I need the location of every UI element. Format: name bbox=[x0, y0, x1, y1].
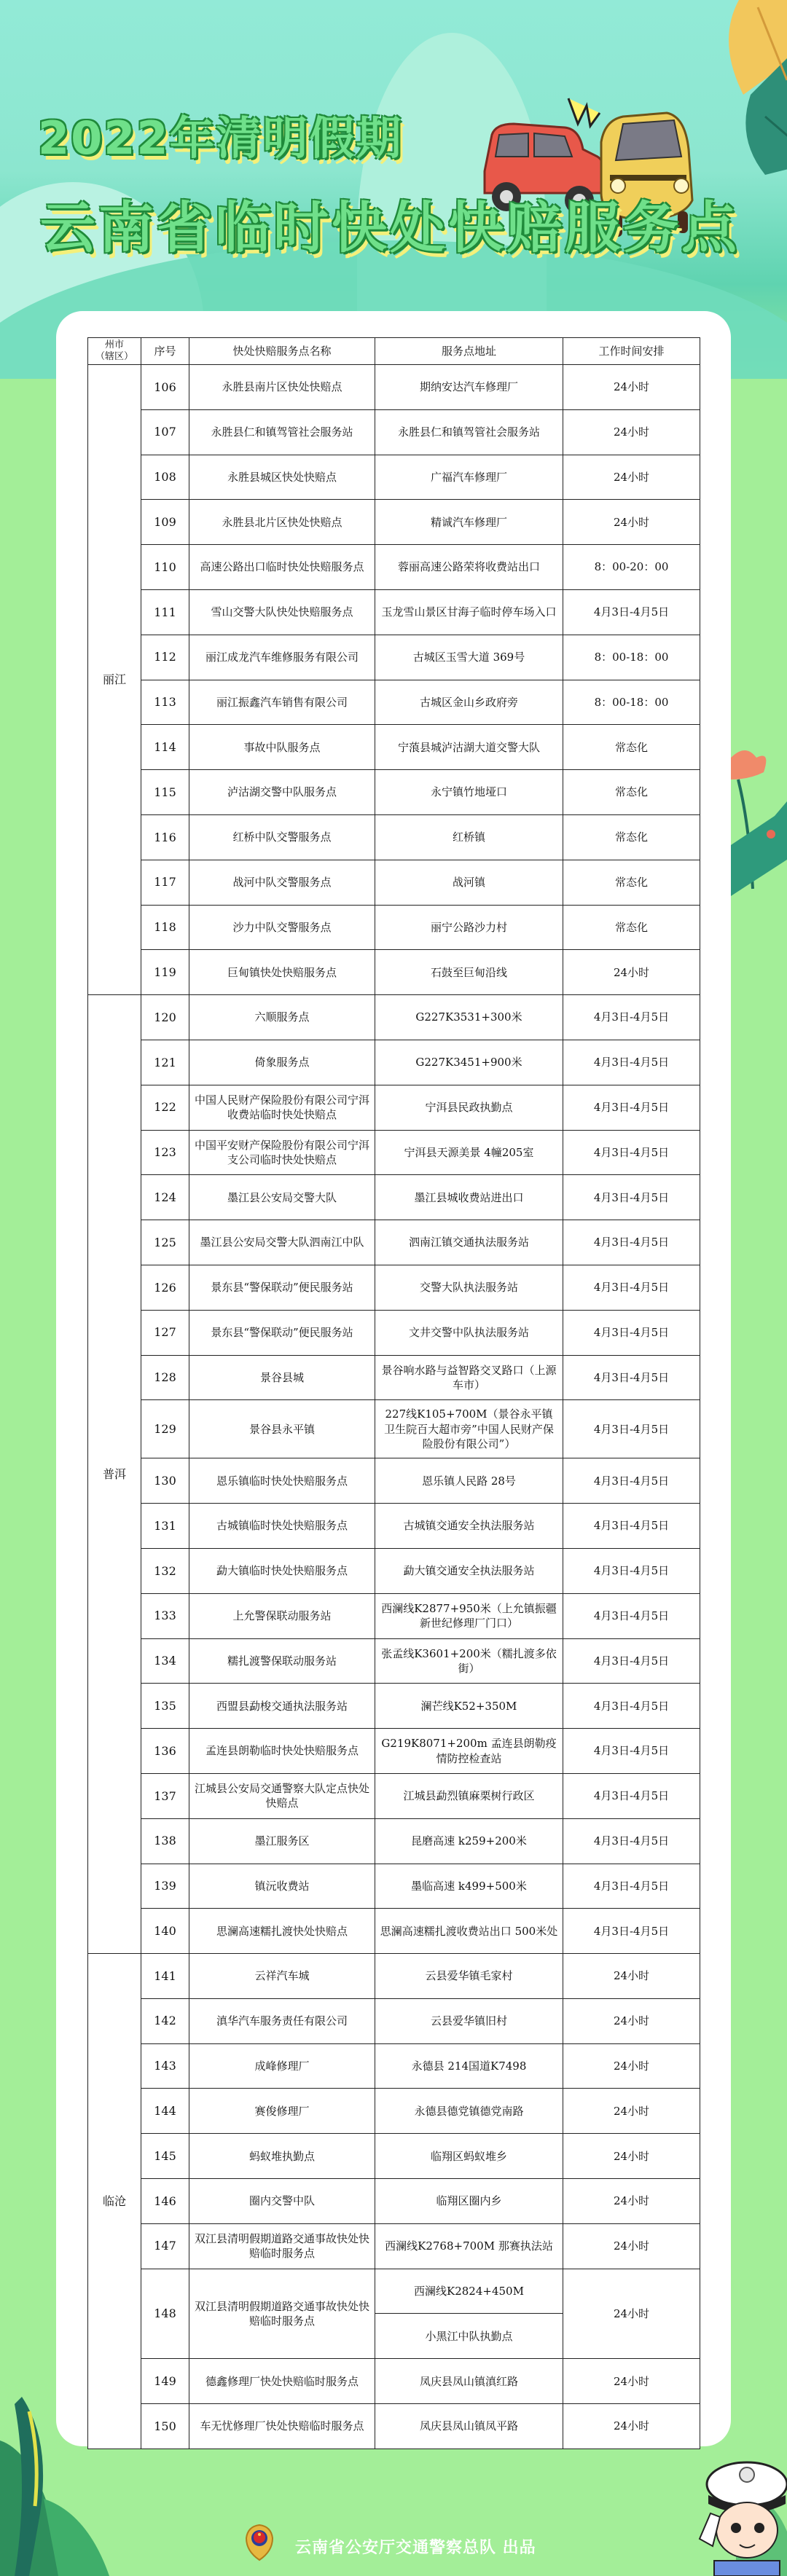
column-header-address: 服务点地址 bbox=[375, 338, 563, 365]
address-cell: 临翔区圈内乡 bbox=[375, 2179, 563, 2224]
seq-cell: 117 bbox=[141, 860, 189, 905]
seq-cell: 118 bbox=[141, 905, 189, 950]
table-row bbox=[88, 1548, 700, 1593]
address-cell: 古城区玉雪大道 369号 bbox=[375, 635, 563, 680]
address-cell: 思澜高速糯扎渡收费站出口 500米处 bbox=[375, 1909, 563, 1954]
address-cell: 红桥镇 bbox=[375, 814, 563, 860]
table-row bbox=[88, 1220, 700, 1265]
hours-cell: 24小时 bbox=[563, 365, 700, 410]
address-cell: 玉龙雪山景区甘海子临时停车场入口 bbox=[375, 589, 563, 635]
address-cell: 丽宁公路沙力村 bbox=[375, 905, 563, 950]
seq-cell: 128 bbox=[141, 1355, 189, 1400]
seq-cell: 130 bbox=[141, 1458, 189, 1504]
address-cell: 期纳安达汽车修理厂 bbox=[375, 365, 563, 410]
seq-cell: 124 bbox=[141, 1175, 189, 1220]
seq-cell: 133 bbox=[141, 1593, 189, 1638]
name-cell: 墨江县公安局交警大队 bbox=[189, 1175, 375, 1220]
hours-cell: 24小时 bbox=[563, 2179, 700, 2224]
hours-cell: 24小时 bbox=[563, 2269, 700, 2359]
seq-cell: 110 bbox=[141, 545, 189, 590]
column-header-hours: 工作时间安排 bbox=[563, 338, 700, 365]
hours-cell: 24小时 bbox=[563, 950, 700, 995]
hours-cell: 4月3日-4月5日 bbox=[563, 1085, 700, 1130]
address-cell: 昆磨高速 k259+200米 bbox=[375, 1818, 563, 1864]
table-row bbox=[88, 995, 700, 1040]
hours-cell: 4月3日-4月5日 bbox=[563, 1040, 700, 1085]
name-cell: 永胜县城区快处快赔点 bbox=[189, 455, 375, 500]
address-cell: 西澜线K2824+450M bbox=[375, 2269, 563, 2314]
address-cell: 西澜线K2877+950米（上允镇振疆新世纪修理厂门口） bbox=[375, 1593, 563, 1638]
name-cell: 沙力中队交警服务点 bbox=[189, 905, 375, 950]
address-cell: 永胜县仁和镇驾管社会服务站 bbox=[375, 409, 563, 455]
hours-cell: 4月3日-4月5日 bbox=[563, 1265, 700, 1310]
hours-cell: 4月3日-4月5日 bbox=[563, 1684, 700, 1729]
table-row bbox=[88, 725, 700, 770]
table-row bbox=[88, 455, 700, 500]
address-cell: 蓉丽高速公路荣将收费站出口 bbox=[375, 545, 563, 590]
table-row bbox=[88, 1998, 700, 2043]
police-mascot-icon bbox=[670, 2444, 787, 2576]
table-row bbox=[88, 1504, 700, 1549]
seq-cell: 108 bbox=[141, 455, 189, 500]
table-row bbox=[88, 2043, 700, 2089]
name-cell: 高速公路出口临时快处快赔服务点 bbox=[189, 545, 375, 590]
name-cell: 糯扎渡警保联动服务站 bbox=[189, 1638, 375, 1684]
service-points-table bbox=[87, 337, 700, 2449]
name-cell: 巨甸镇快处快赔服务点 bbox=[189, 950, 375, 995]
seq-cell: 140 bbox=[141, 1909, 189, 1954]
seq-cell: 121 bbox=[141, 1040, 189, 1085]
seq-cell: 125 bbox=[141, 1220, 189, 1265]
hours-cell: 4月3日-4月5日 bbox=[563, 1130, 700, 1175]
name-cell: 中国人民财产保险股份有限公司宁洱收费站临时快处快赔点 bbox=[189, 1085, 375, 1130]
seq-cell: 146 bbox=[141, 2179, 189, 2224]
hours-cell: 4月3日-4月5日 bbox=[563, 995, 700, 1040]
table-row bbox=[88, 1458, 700, 1504]
table-row bbox=[88, 1130, 700, 1175]
name-cell: 赛俊修理厂 bbox=[189, 2089, 375, 2134]
address-cell: 石鼓至巨甸沿线 bbox=[375, 950, 563, 995]
name-cell: 永胜县南片区快处快赔点 bbox=[189, 365, 375, 410]
address-cell: 宁蒗县城泸沽湖大道交警大队 bbox=[375, 725, 563, 770]
name-cell: 双江县清明假期道路交通事故快处快赔临时服务点 bbox=[189, 2223, 375, 2269]
table-row bbox=[88, 1638, 700, 1684]
seq-cell: 114 bbox=[141, 725, 189, 770]
table-row bbox=[88, 1954, 700, 1999]
table-row bbox=[88, 1265, 700, 1310]
seq-cell: 132 bbox=[141, 1548, 189, 1593]
hours-cell: 常态化 bbox=[563, 814, 700, 860]
address-cell: 小黑江中队执勤点 bbox=[375, 2314, 563, 2359]
seq-cell: 150 bbox=[141, 2404, 189, 2449]
address-cell: 江城县勐烈镇麻栗树行政区 bbox=[375, 1773, 563, 1818]
seq-cell: 136 bbox=[141, 1729, 189, 1774]
table-row bbox=[88, 409, 700, 455]
hours-cell: 4月3日-4月5日 bbox=[563, 1220, 700, 1265]
table-row bbox=[88, 545, 700, 590]
address-cell: 文井交警中队执法服务站 bbox=[375, 1310, 563, 1355]
hours-cell: 24小时 bbox=[563, 2134, 700, 2179]
hours-cell: 8：00-20：00 bbox=[563, 545, 700, 590]
hours-cell: 24小时 bbox=[563, 2089, 700, 2134]
seq-cell: 135 bbox=[141, 1684, 189, 1729]
title-line-2: 云南省临时快处快赔服务点 bbox=[40, 195, 740, 260]
address-cell: 古城镇交通安全执法服务站 bbox=[375, 1504, 563, 1549]
seq-cell: 119 bbox=[141, 950, 189, 995]
table-row bbox=[88, 680, 700, 725]
table-row bbox=[88, 1684, 700, 1729]
address-cell: G227K3531+300米 bbox=[375, 995, 563, 1040]
hours-cell: 常态化 bbox=[563, 905, 700, 950]
name-cell: 江城县公安局交通警察大队定点快处快赔点 bbox=[189, 1773, 375, 1818]
table-row bbox=[88, 589, 700, 635]
address-cell: 永宁镇竹地垭口 bbox=[375, 770, 563, 815]
region-cell: 丽江 bbox=[88, 365, 141, 995]
hours-cell: 24小时 bbox=[563, 1954, 700, 1999]
address-cell: 宁洱县天源美景 4幢205室 bbox=[375, 1130, 563, 1175]
table-row bbox=[88, 1773, 700, 1818]
seq-cell: 142 bbox=[141, 1998, 189, 2043]
name-cell: 中国平安财产保险股份有限公司宁洱支公司临时快处快赔点 bbox=[189, 1130, 375, 1175]
name-cell: 思澜高速糯扎渡快处快赔点 bbox=[189, 1909, 375, 1954]
name-cell: 六顺服务点 bbox=[189, 995, 375, 1040]
hours-cell: 8：00-18：00 bbox=[563, 680, 700, 725]
name-cell: 滇华汽车服务责任有限公司 bbox=[189, 1998, 375, 2043]
seq-cell: 148 bbox=[141, 2269, 189, 2359]
address-cell: 泗南江镇交通执法服务站 bbox=[375, 1220, 563, 1265]
column-header-seq: 序号 bbox=[141, 338, 189, 365]
hours-cell: 24小时 bbox=[563, 2404, 700, 2449]
name-cell: 镇沅收费站 bbox=[189, 1864, 375, 1909]
seq-cell: 145 bbox=[141, 2134, 189, 2179]
region-cell: 普洱 bbox=[88, 995, 141, 1954]
table-row bbox=[88, 860, 700, 905]
name-cell: 成峰修理厂 bbox=[189, 2043, 375, 2089]
table-row bbox=[88, 1593, 700, 1638]
hours-cell: 4月3日-4月5日 bbox=[563, 1818, 700, 1864]
seq-cell: 112 bbox=[141, 635, 189, 680]
address-cell: G227K3451+900米 bbox=[375, 1040, 563, 1085]
name-cell: 孟连县朗勒临时快处快赔服务点 bbox=[189, 1729, 375, 1774]
hours-cell: 24小时 bbox=[563, 500, 700, 545]
name-cell: 圈内交警中队 bbox=[189, 2179, 375, 2224]
table-row bbox=[88, 1400, 700, 1458]
seq-cell: 115 bbox=[141, 770, 189, 815]
address-cell: 勐大镇交通安全执法服务站 bbox=[375, 1548, 563, 1593]
address-cell: 临翔区蚂蚁堆乡 bbox=[375, 2134, 563, 2179]
hours-cell: 4月3日-4月5日 bbox=[563, 1593, 700, 1638]
address-cell: 永德县德党镇德党南路 bbox=[375, 2089, 563, 2134]
hours-cell: 4月3日-4月5日 bbox=[563, 1773, 700, 1818]
table-header-row bbox=[88, 338, 700, 365]
name-cell: 上允警保联动服务站 bbox=[189, 1593, 375, 1638]
hours-cell: 4月3日-4月5日 bbox=[563, 1175, 700, 1220]
table-row bbox=[88, 2179, 700, 2224]
address-cell: 恩乐镇人民路 28号 bbox=[375, 1458, 563, 1504]
column-header-name: 快处快赔服务点名称 bbox=[189, 338, 375, 365]
table-row bbox=[88, 2359, 700, 2404]
address-cell: 交警大队执法服务站 bbox=[375, 1265, 563, 1310]
address-cell: 张孟线K3601+200米（糯扎渡多依街） bbox=[375, 1638, 563, 1684]
table-row bbox=[88, 1355, 700, 1400]
hours-cell: 4月3日-4月5日 bbox=[563, 589, 700, 635]
hours-cell: 常态化 bbox=[563, 860, 700, 905]
hours-cell: 4月3日-4月5日 bbox=[563, 1504, 700, 1549]
hours-cell: 4月3日-4月5日 bbox=[563, 1909, 700, 1954]
hours-cell: 24小时 bbox=[563, 2043, 700, 2089]
name-cell: 永胜县仁和镇驾管社会服务站 bbox=[189, 409, 375, 455]
hours-cell: 24小时 bbox=[563, 2223, 700, 2269]
name-cell: 西盟县勐梭交通执法服务站 bbox=[189, 1684, 375, 1729]
address-cell: 云县爱华镇毛家村 bbox=[375, 1954, 563, 1999]
hours-cell: 4月3日-4月5日 bbox=[563, 1864, 700, 1909]
hours-cell: 4月3日-4月5日 bbox=[563, 1310, 700, 1355]
name-cell: 倚象服务点 bbox=[189, 1040, 375, 1085]
name-cell: 勐大镇临时快处快赔服务点 bbox=[189, 1548, 375, 1593]
column-header-region: 州市 （辖区） bbox=[88, 338, 141, 365]
name-cell: 景东县“警保联动”便民服务站 bbox=[189, 1265, 375, 1310]
table-row bbox=[88, 2269, 700, 2314]
seq-cell: 144 bbox=[141, 2089, 189, 2134]
table-row bbox=[88, 1085, 700, 1130]
name-cell: 永胜县北片区快处快赔点 bbox=[189, 500, 375, 545]
seq-cell: 149 bbox=[141, 2359, 189, 2404]
table-row bbox=[88, 814, 700, 860]
table-row bbox=[88, 365, 700, 410]
table-row bbox=[88, 1864, 700, 1909]
hours-cell: 4月3日-4月5日 bbox=[563, 1548, 700, 1593]
name-cell: 红桥中队交警服务点 bbox=[189, 814, 375, 860]
seq-cell: 107 bbox=[141, 409, 189, 455]
hours-cell: 24小时 bbox=[563, 409, 700, 455]
name-cell: 丽江成龙汽车维修服务有限公司 bbox=[189, 635, 375, 680]
address-cell: 澜芒线K52+350M bbox=[375, 1684, 563, 1729]
table-row bbox=[88, 950, 700, 995]
name-cell: 事故中队服务点 bbox=[189, 725, 375, 770]
address-cell: 凤庆县凤山镇凤平路 bbox=[375, 2404, 563, 2449]
name-cell: 雪山交警大队快处快赔服务点 bbox=[189, 589, 375, 635]
seq-cell: 122 bbox=[141, 1085, 189, 1130]
address-cell: 墨江县城收费站进出口 bbox=[375, 1175, 563, 1220]
name-cell: 车无忧修理厂快处快赔临时服务点 bbox=[189, 2404, 375, 2449]
hours-cell: 4月3日-4月5日 bbox=[563, 1458, 700, 1504]
table-row bbox=[88, 770, 700, 815]
name-cell: 景东县“警保联动”便民服务站 bbox=[189, 1310, 375, 1355]
hours-cell: 4月3日-4月5日 bbox=[563, 1355, 700, 1400]
seq-cell: 123 bbox=[141, 1130, 189, 1175]
name-cell: 墨江县公安局交警大队泗南江中队 bbox=[189, 1220, 375, 1265]
seq-cell: 139 bbox=[141, 1864, 189, 1909]
name-cell: 战河中队交警服务点 bbox=[189, 860, 375, 905]
seq-cell: 127 bbox=[141, 1310, 189, 1355]
police-emblem-icon bbox=[245, 2524, 274, 2561]
hours-cell: 常态化 bbox=[563, 725, 700, 770]
seq-cell: 137 bbox=[141, 1773, 189, 1818]
table-row bbox=[88, 1818, 700, 1864]
address-cell: 景谷响水路与益智路交叉路口（上源车市） bbox=[375, 1355, 563, 1400]
seq-cell: 106 bbox=[141, 365, 189, 410]
seq-cell: 129 bbox=[141, 1400, 189, 1458]
flower-decoration-icon bbox=[731, 729, 787, 903]
hours-cell: 4月3日-4月5日 bbox=[563, 1729, 700, 1774]
name-cell: 墨江服务区 bbox=[189, 1818, 375, 1864]
address-cell: 战河镇 bbox=[375, 860, 563, 905]
address-cell: 永德县 214国道K7498 bbox=[375, 2043, 563, 2089]
table-row bbox=[88, 1909, 700, 1954]
seq-cell: 143 bbox=[141, 2043, 189, 2089]
address-cell: 古城区金山乡政府旁 bbox=[375, 680, 563, 725]
address-cell: 凤庆县凤山镇滇红路 bbox=[375, 2359, 563, 2404]
address-cell: 精诚汽车修理厂 bbox=[375, 500, 563, 545]
name-cell: 恩乐镇临时快处快赔服务点 bbox=[189, 1458, 375, 1504]
hours-cell: 8：00-18：00 bbox=[563, 635, 700, 680]
name-cell: 云祥汽车城 bbox=[189, 1954, 375, 1999]
name-cell: 丽江振鑫汽车销售有限公司 bbox=[189, 680, 375, 725]
table-row bbox=[88, 1310, 700, 1355]
publisher-credit: 云南省公安厅交通警察总队 出品 bbox=[295, 2539, 536, 2557]
hours-cell: 4月3日-4月5日 bbox=[563, 1400, 700, 1458]
seq-cell: 141 bbox=[141, 1954, 189, 1999]
table-row bbox=[88, 1729, 700, 1774]
table-row bbox=[88, 500, 700, 545]
address-cell: 227线K105+700M（景谷永平镇卫生院百大超市旁”中国人民财产保险股份有限公司”） bbox=[375, 1400, 563, 1458]
name-cell: 蚂蚁堆执勤点 bbox=[189, 2134, 375, 2179]
address-cell: 墨临高速 k499+500米 bbox=[375, 1864, 563, 1909]
table-row bbox=[88, 1040, 700, 1085]
hours-cell: 24小时 bbox=[563, 1998, 700, 2043]
name-cell: 景谷县城 bbox=[189, 1355, 375, 1400]
seq-cell: 109 bbox=[141, 500, 189, 545]
address-cell: 宁洱县民政执勤点 bbox=[375, 1085, 563, 1130]
address-cell: 云县爱华镇旧村 bbox=[375, 1998, 563, 2043]
seq-cell: 138 bbox=[141, 1818, 189, 1864]
table-row bbox=[88, 905, 700, 950]
name-cell: 泸沽湖交警中队服务点 bbox=[189, 770, 375, 815]
hours-cell: 4月3日-4月5日 bbox=[563, 1638, 700, 1684]
seq-cell: 113 bbox=[141, 680, 189, 725]
hours-cell: 24小时 bbox=[563, 455, 700, 500]
table-row bbox=[88, 2134, 700, 2179]
table-row bbox=[88, 635, 700, 680]
leaf-decoration-icon bbox=[714, 0, 787, 182]
address-cell: 广福汽车修理厂 bbox=[375, 455, 563, 500]
region-cell: 临沧 bbox=[88, 1954, 141, 2449]
seq-cell: 147 bbox=[141, 2223, 189, 2269]
name-cell: 景谷县永平镇 bbox=[189, 1400, 375, 1458]
seq-cell: 120 bbox=[141, 995, 189, 1040]
name-cell: 德鑫修理厂快处快赔临时服务点 bbox=[189, 2359, 375, 2404]
table-row bbox=[88, 1175, 700, 1220]
seq-cell: 134 bbox=[141, 1638, 189, 1684]
seq-cell: 116 bbox=[141, 814, 189, 860]
seq-cell: 111 bbox=[141, 589, 189, 635]
name-cell: 古城镇临时快处快赔服务点 bbox=[189, 1504, 375, 1549]
address-cell: 西澜线K2768+700M 那赛执法站 bbox=[375, 2223, 563, 2269]
address-cell: G219K8071+200m 孟连县朗勒疫情防控检查站 bbox=[375, 1729, 563, 1774]
hours-cell: 24小时 bbox=[563, 2359, 700, 2404]
table-row bbox=[88, 2089, 700, 2134]
table-row bbox=[88, 2223, 700, 2269]
title-line-1: 2022年清明假期 bbox=[38, 111, 403, 165]
hours-cell: 常态化 bbox=[563, 770, 700, 815]
table-row bbox=[88, 2404, 700, 2449]
seq-cell: 126 bbox=[141, 1265, 189, 1310]
seq-cell: 131 bbox=[141, 1504, 189, 1549]
name-cell: 双江县清明假期道路交通事故快处快赔临时服务点 bbox=[189, 2269, 375, 2359]
